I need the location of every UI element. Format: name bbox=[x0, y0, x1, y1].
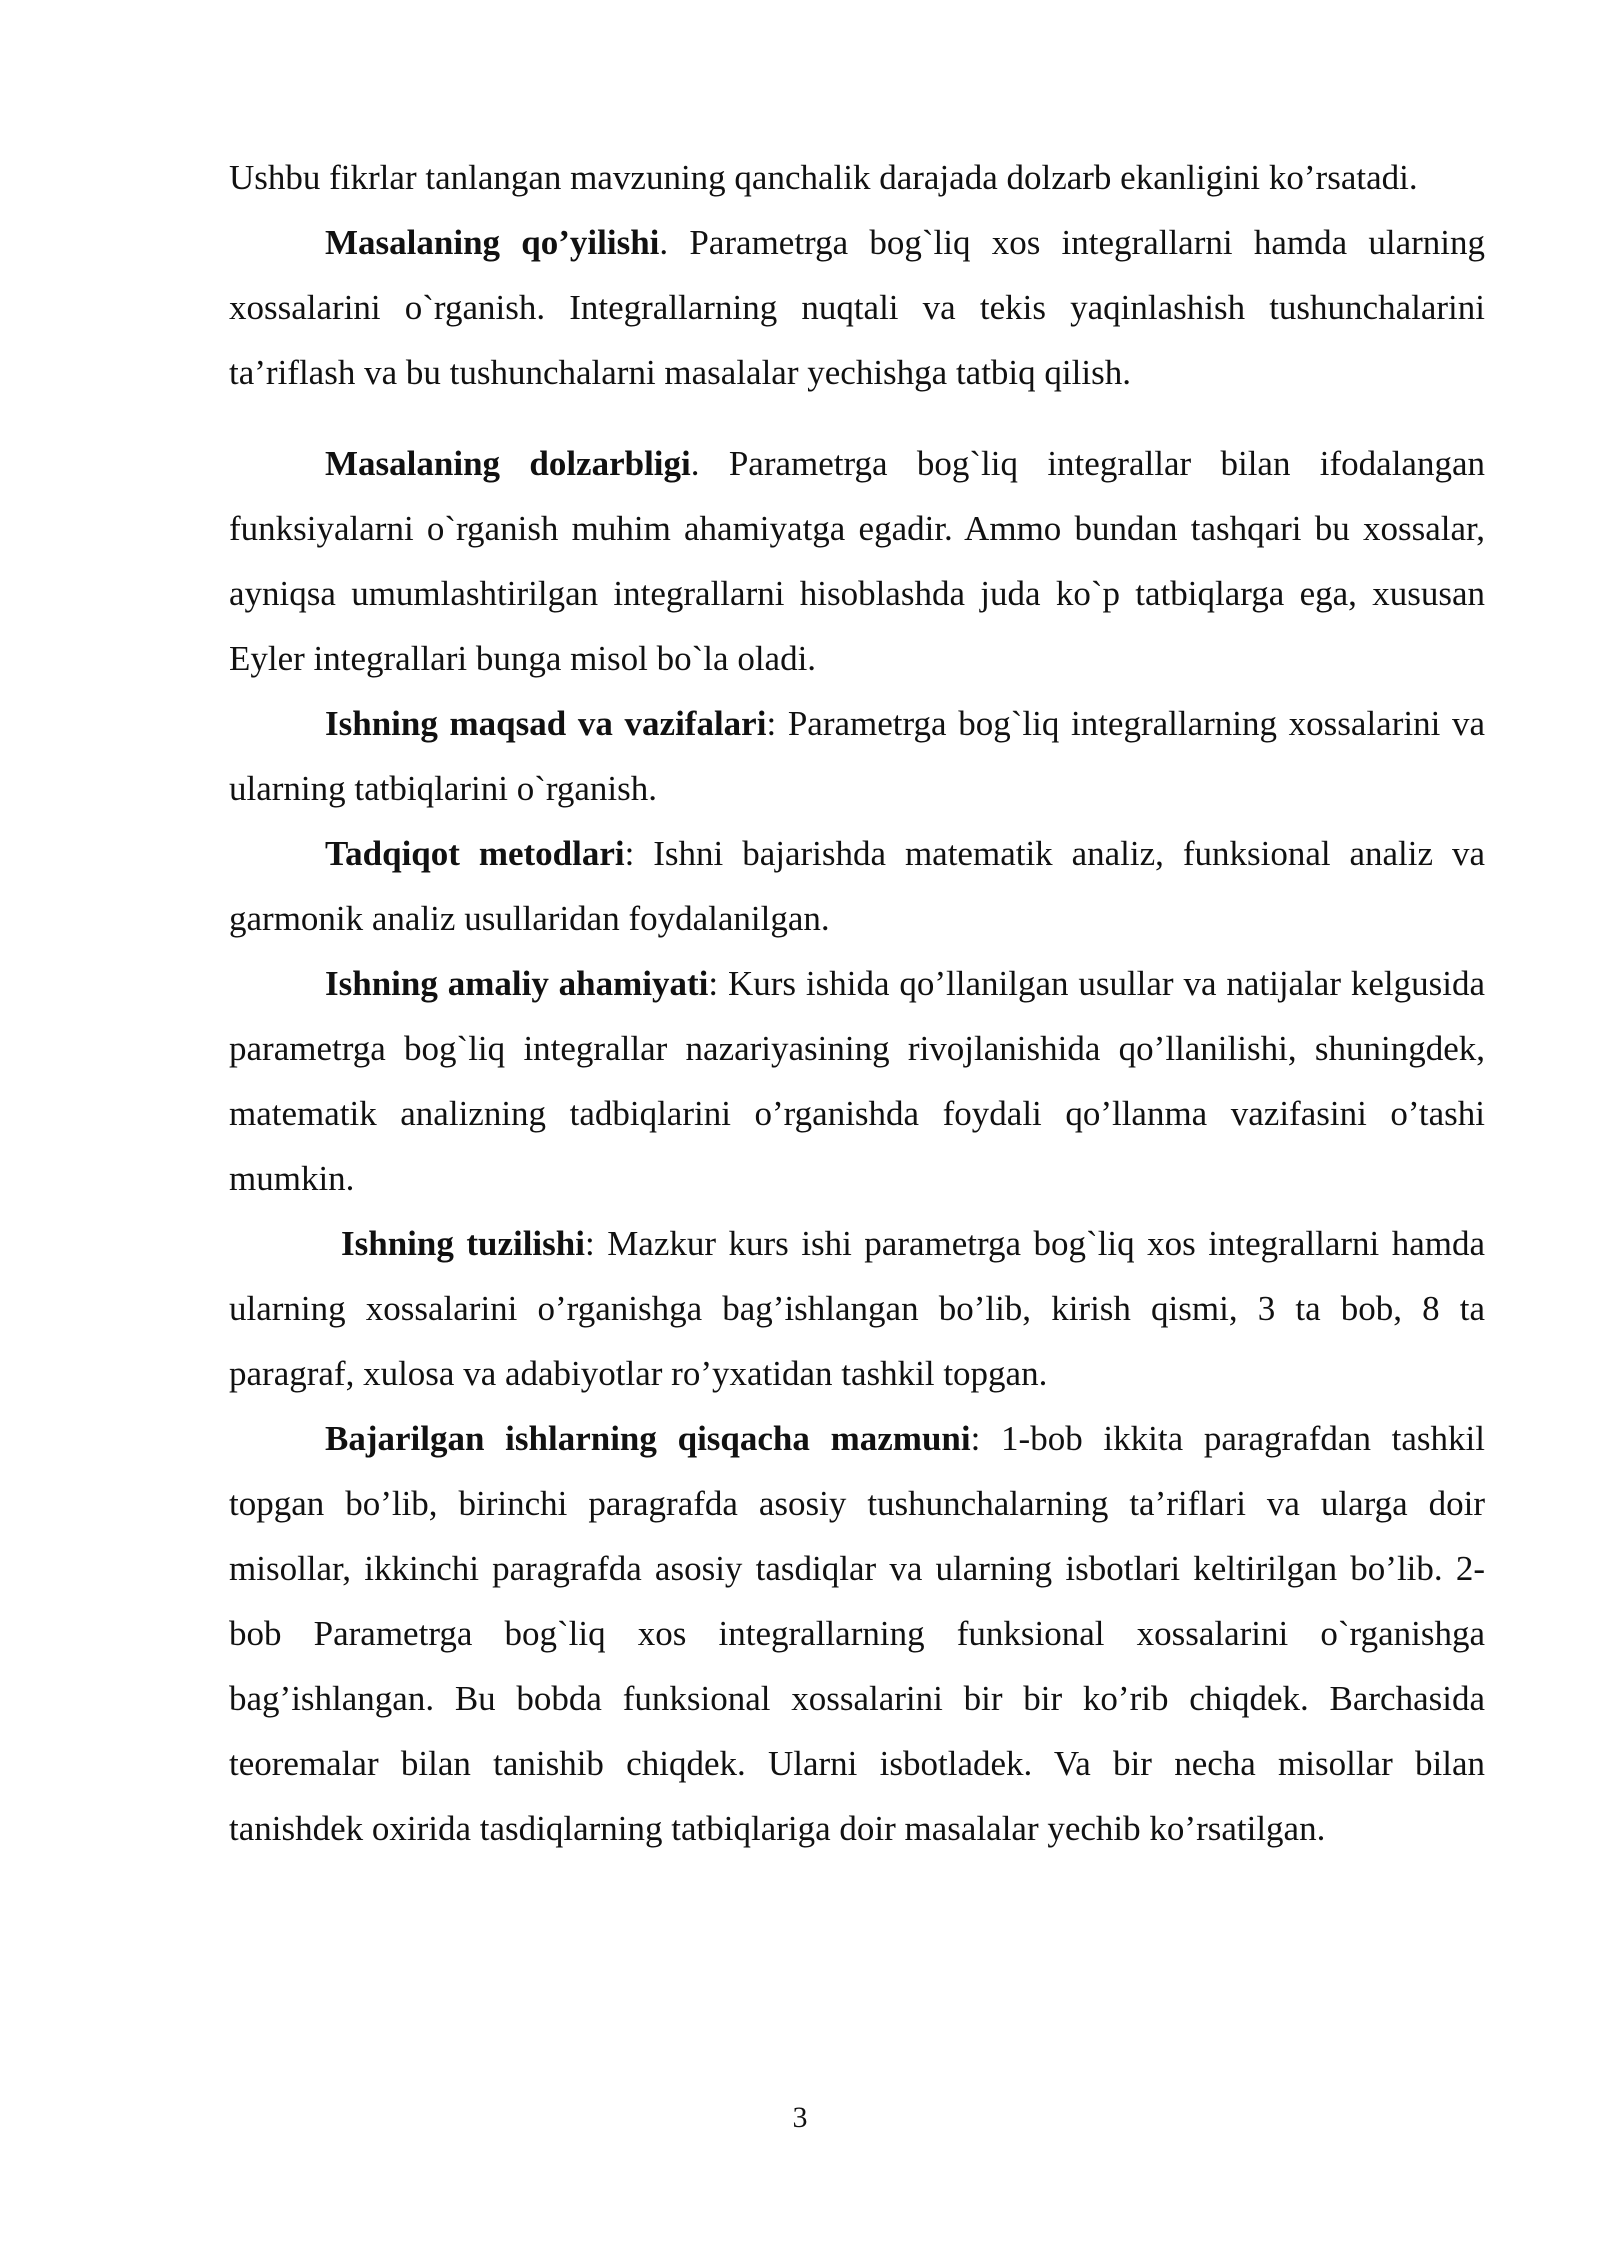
paragraph-heading: Ishning amaliy ahamiyati bbox=[325, 964, 709, 1003]
paragraph-heading: Tadqiqot metodlari bbox=[325, 834, 625, 873]
paragraph-text: 1-bob ikkita paragrafdan tashkil topgan bo’lib, birinchi paragrafda asosiy tushunchalarning ta’riflari va ularga doir misollar, ikkinchi paragrafda asosiy tasdiqlar va ularning isbotlari keltirilgan bo’lib. 2-bob Parametrga bog`liq xos integrallarning funksional xossalarini o`rganishga bag’ishlangan. Bu bobda funksional xossalarini bir bir ko’rib chiqdek. Barchasida teoremalar bilan tanishib chiqdek. Ularni isbotladek. Va bir necha misollar bilan tanishdek oxirida tasdiqlarning tatbiqlariga doir masalalar yechib ko’rsatilgan. bbox=[229, 1419, 1486, 1848]
paragraph-heading: Ishning maqsad va vazifalari bbox=[325, 704, 767, 743]
heading-separator: : bbox=[708, 964, 719, 1003]
body-text bbox=[229, 145, 1485, 1861]
paragraph-intro bbox=[229, 145, 1485, 210]
paragraph-masalaning-qoyilishi bbox=[229, 210, 1485, 405]
paragraph-amaliy-ahamiyati bbox=[229, 951, 1485, 1211]
page-number: 3 bbox=[792, 2101, 808, 2134]
paragraph-tadqiqot-metodlari bbox=[229, 821, 1485, 951]
paragraph-text: Parametrga bog`liq integrallar bilan ifodalangan funksiyalarni o`rganish muhim ahamiyatga egadir. Ammo bundan tashqari bu xossalar, ayniqsa umumlashtirilgan integrallarni hisoblashda juda ko`p tatbiqlarga ega, xususan Eyler integrallari bunga misol bo`la oladi. bbox=[229, 444, 1485, 678]
heading-separator: : bbox=[766, 704, 777, 743]
paragraph-text: Parametrga bog`liq xos integrallarni hamda ularning xossalarini o`rganish. Integrallarning nuqtali va tekis yaqinlashish tushunchalarini ta’riflash va bu tushunchalarni masalalar yechishga tatbiq qilish. bbox=[229, 223, 1486, 392]
paragraph-masalaning-dolzarbligi bbox=[229, 431, 1485, 691]
paragraph-text: Ishni bajarishda matematik analiz, funksional analiz va garmonik analiz usullaridan foydalanilgan. bbox=[229, 834, 1485, 938]
paragraph-text: Parametrga bog`liq integrallarning xossalarini va ularning tatbiqlarini o`rganish. bbox=[229, 704, 1485, 808]
paragraph-maqsad-vazifalari bbox=[229, 691, 1485, 821]
heading-separator: : bbox=[624, 834, 635, 873]
paragraph-heading: Bajarilgan ishlarning qisqacha mazmuni bbox=[325, 1419, 971, 1458]
paragraph-text: Kurs ishida qo’llanilgan usullar va natijalar kelgusida parametrga bog`liq integrallar nazariyasining rivojlanishida qo’llanilishi, shuningdek, matematik analizning tadbiqlarini o’rganishda foydali qo’llanma vazifasini o’tashi mumkin. bbox=[229, 964, 1485, 1198]
paragraph-text: Mazkur kurs ishi parametrga bog`liq xos integrallarni hamda ularning xossalarini o’rganishga bag’ishlangan bo’lib, kirish qismi, 3 ta bob, 8 ta paragraf, xulosa va adabiyotlar ro’yxatidan tashkil topgan. bbox=[229, 1224, 1486, 1393]
heading-separator: . bbox=[690, 444, 700, 483]
paragraph-text: Ushbu fikrlar tanlangan mavzuning qanchalik darajada dolzarb ekanligini ko’rsatadi. bbox=[229, 158, 1418, 197]
paragraph-qisqacha-mazmuni bbox=[229, 1406, 1485, 1861]
heading-separator: : bbox=[584, 1224, 595, 1263]
paragraph-heading: Ishning tuzilishi bbox=[341, 1224, 585, 1263]
heading-separator: . bbox=[659, 223, 669, 262]
paragraph-heading: Masalaning dolzarbligi bbox=[325, 444, 691, 483]
paragraph-tuzilishi bbox=[229, 1211, 1485, 1406]
heading-separator: : bbox=[970, 1419, 981, 1458]
paragraph-heading: Masalaning qo’yilishi bbox=[325, 223, 660, 262]
